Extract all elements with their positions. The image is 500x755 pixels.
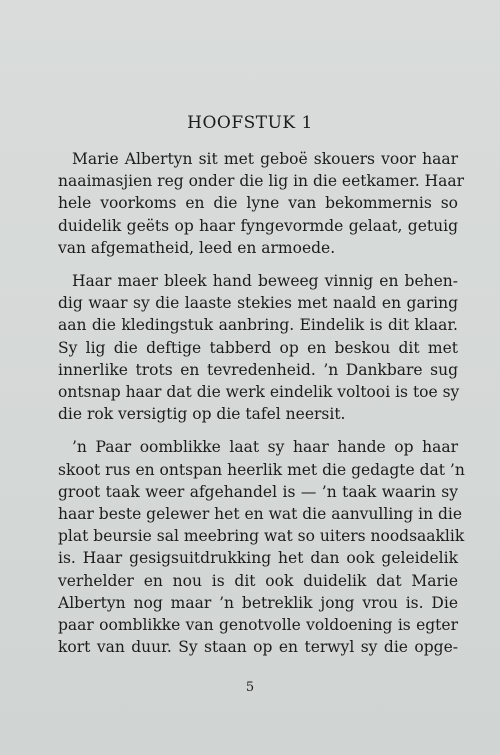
paragraph	[58, 148, 464, 259]
text-line: groot taak weer afgehandel is — ’n taak waarin sy	[58, 482, 458, 501]
text-line: Marie Albertyn sit met geboë skouers voor haar	[72, 150, 458, 168]
text-line: aan die kledingstuk aanbring. Eindelik is dit klaar.	[58, 316, 458, 335]
text-line: hele voorkoms en die lyne van bekommernis so	[58, 194, 458, 213]
paragraph	[58, 436, 465, 658]
text-line: verhelder en nou is dit ook duidelik dat Marie	[58, 571, 458, 590]
text-line: van afgematheid, leed en armoede.	[58, 238, 336, 257]
chapter-title: HOOFSTUK 1	[187, 113, 313, 133]
text-line: dig waar sy die laaste stekies met naald en garing	[58, 294, 458, 313]
text-line: kort van duur. Sy staan op en terwyl sy die opge-	[58, 638, 458, 657]
text-line: skoot rus en ontspan heerlik met die gedagte dat ’n	[58, 460, 465, 479]
text-line: die rok versigtig op die tafel neersit.	[58, 405, 346, 424]
text-line: is. Haar gesigsuitdrukking het dan ook geleidelik	[58, 549, 458, 568]
text-line: ’n Paar oomblikke laat sy haar hande op haar	[72, 438, 458, 457]
text-line: innerlike trots en tevredenheid. ’n Dankbare sug	[58, 360, 458, 379]
text-line: paar oomblikke van genotvolle voldoening is egter	[58, 616, 458, 635]
text-line: Sy lig die deftige tabberd op en beskou dit met	[58, 338, 458, 357]
text-line: naaimasjien reg onder die lig in die eetkamer. Haar	[58, 172, 464, 191]
text-line: plat beursie sal meebring wat so uiters noodsaaklik	[58, 527, 465, 546]
text-line: Haar maer bleek hand beweeg vinnig en behen-	[72, 272, 458, 291]
text-line: duidelik geëts op haar fyngevormde gelaat, getuig	[58, 216, 458, 235]
body-text	[58, 148, 465, 669]
page-number: 5	[245, 680, 255, 695]
paragraph	[58, 270, 458, 425]
text-line: ontsnap haar dat die werk eindelik voltooi is toe sy	[58, 383, 460, 402]
text-line: Albertyn nog maar ’n betreklik jong vrou is. Die	[58, 593, 458, 612]
text-line: haar beste gelewer het en wat die aanvulling in die	[58, 505, 463, 524]
